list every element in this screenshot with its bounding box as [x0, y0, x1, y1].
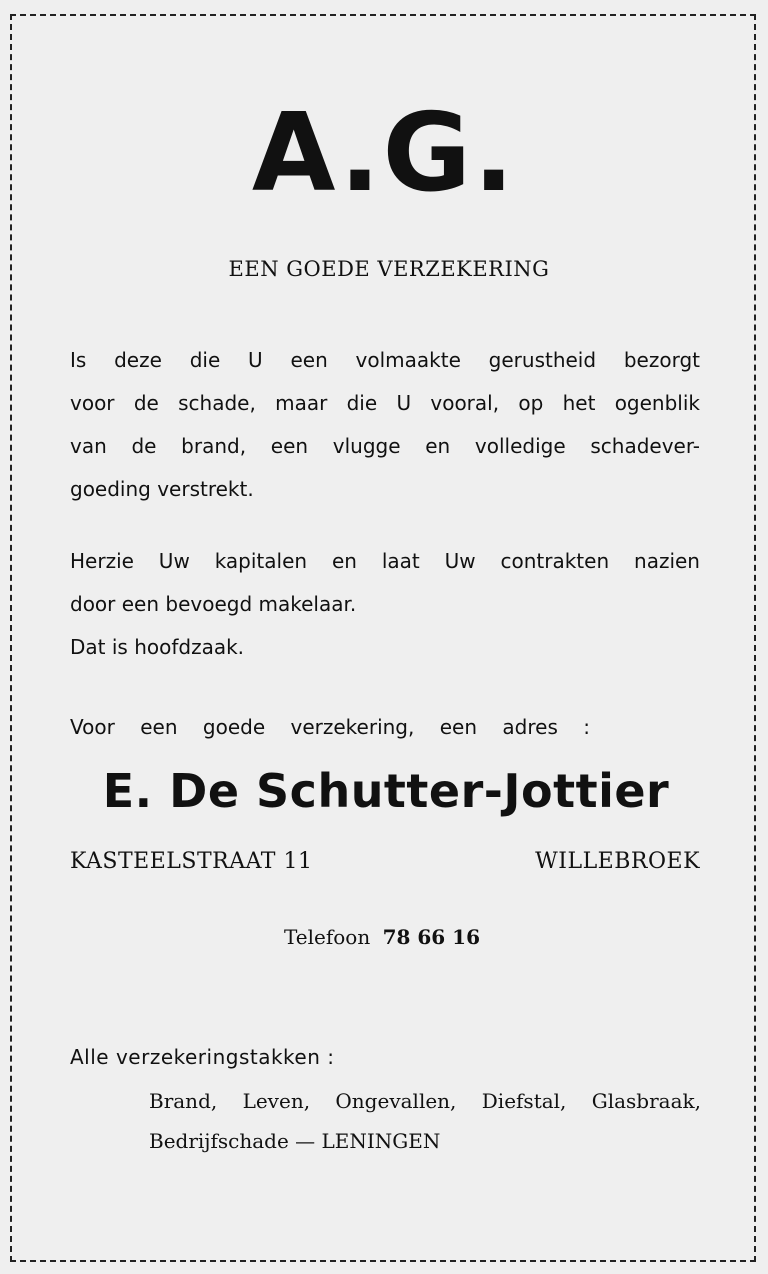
- paragraph-line: Dat is hoofdzaak.: [70, 635, 245, 659]
- company-name: E. De Schutter-Jottier: [102, 764, 670, 818]
- address-intro: Voor een goede verzekering, een adres :: [70, 715, 590, 739]
- paragraph-advice: [70, 540, 700, 669]
- paragraph-line: goeding verstrekt.: [70, 477, 254, 501]
- phone-label: Telefoon: [284, 925, 371, 949]
- paragraph-line: Is deze die U een volmaakte gerustheid bezorgt: [70, 348, 700, 372]
- phone: [284, 925, 480, 949]
- branches-list-line: Brand, Leven, Ongevallen, Diefstal, Glasbraak,: [149, 1089, 701, 1113]
- paragraph-line: Herzie Uw kapitalen en laat Uw contrakten nazien: [70, 549, 700, 573]
- paragraph-intro: [70, 339, 700, 511]
- phone-number: 78 66 16: [382, 925, 481, 949]
- paragraph-line: door een bevoegd makelaar.: [70, 592, 357, 616]
- tagline: EEN GOEDE VERZEKERING: [228, 257, 550, 281]
- paragraph-line: voor de schade, maar die U vooral, op het ogenblik: [70, 391, 700, 415]
- paragraph-line: van de brand, een vlugge en volledige schadever-: [70, 434, 700, 458]
- branches-list-line: Bedrijfschade — LENINGEN: [149, 1129, 441, 1153]
- ag-logo: A.G.: [251, 91, 517, 216]
- branches-title: Alle verzekeringstakken :: [70, 1045, 335, 1069]
- city: WILLEBROEK: [535, 849, 700, 874]
- street-address: KASTEELSTRAAT 11: [70, 849, 313, 874]
